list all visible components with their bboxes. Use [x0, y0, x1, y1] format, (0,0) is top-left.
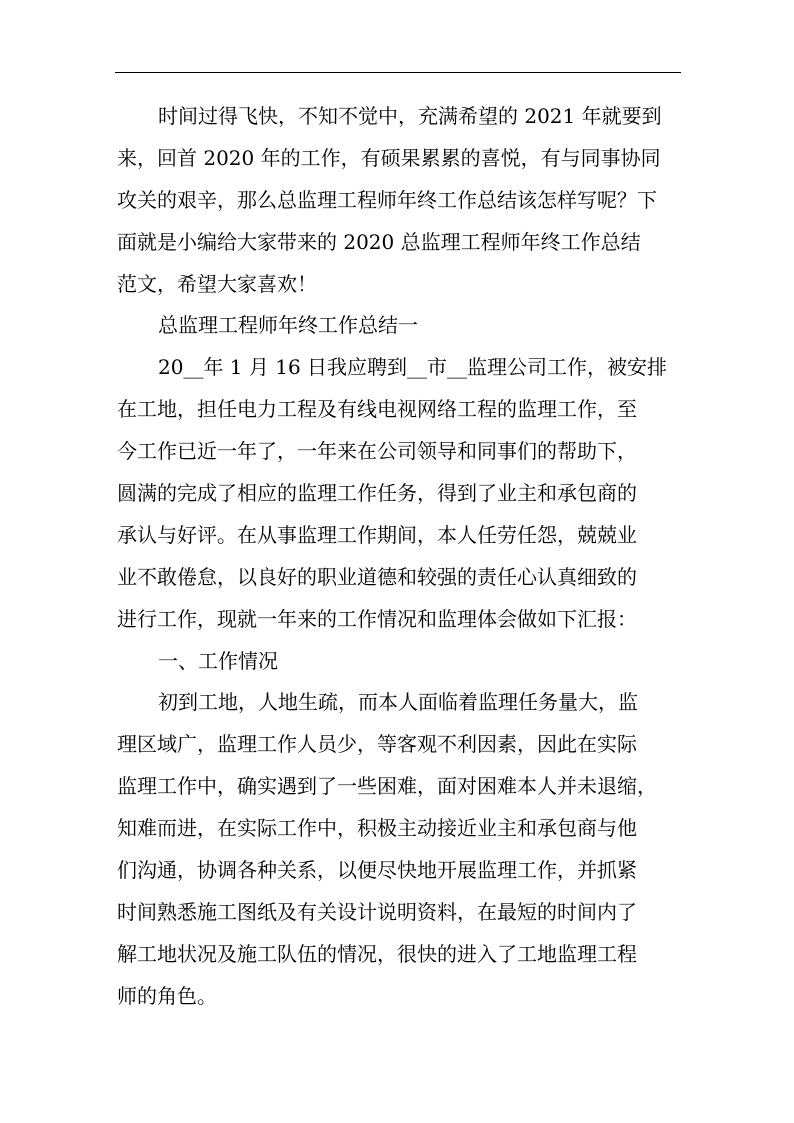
paragraph-body-line: 承认与好评。在从事监理工作期间，本人任劳任怨，兢兢业 — [117, 522, 637, 547]
paragraph-work-line: 师的角色。 — [117, 983, 217, 1008]
subsection-heading: 一、工作情况 — [158, 648, 278, 673]
paragraph-work-line: 时间熟悉施工图纸及有关设计说明资料，在最短的时间内了 — [117, 899, 637, 924]
paragraph-work-line: 监理工作中，确实遇到了一些困难，面对困难本人并未退缩， — [117, 774, 657, 799]
paragraph-work-line: 理区域广，监理工作人员少，等客观不利因素，因此在实际 — [117, 732, 637, 757]
paragraph-intro-line: 来，回首 2020 年的工作，有硕果累累的喜悦，有与同事协同 — [117, 145, 661, 170]
paragraph-work-line: 知难而进，在实际工作中，积极主动接近业主和承包商与他 — [117, 816, 637, 841]
paragraph-intro-line: 面就是小编给大家带来的 2020 总监理工程师年终工作总结 — [117, 229, 641, 254]
section-heading: 总监理工程师年终工作总结一 — [158, 313, 418, 338]
paragraph-intro-line: 时间过得飞快，不知不觉中，充满希望的 2021 年就要到 — [158, 104, 662, 128]
paragraph-work-line: 们沟通，协调各种关系，以便尽快地开展监理工作，并抓紧 — [117, 858, 637, 883]
paragraph-work-line: 初到工地，人地生疏，而本人面临着监理任务量大，监 — [158, 690, 638, 715]
document-body — [117, 96, 679, 1018]
paragraph-body-line: 进行工作，现就一年来的工作情况和监理体会做如下汇报： — [117, 606, 637, 631]
paragraph-intro-line: 攻关的艰辛，那么总监理工程师年终工作总结该怎样写呢？下 — [117, 187, 657, 212]
paragraph-body-line: 在工地，担任电力工程及有线电视网络工程的监理工作，至 — [117, 397, 637, 422]
paragraph-intro-line: 范文，希望大家喜欢！ — [117, 271, 317, 296]
header-rule — [115, 72, 681, 73]
paragraph-body-line: 圆满的完成了相应的监理工作任务，得到了业主和承包商的 — [117, 481, 637, 506]
paragraph-work-line: 解工地状况及施工队伍的情况，很快的进入了工地监理工程 — [117, 941, 637, 966]
paragraph-body-line: 今工作已近一年了，一年来在公司领导和同事们的帮助下， — [117, 439, 637, 464]
paragraph-body-line: 20__年 1 月 16 日我应聘到__市__监理公司工作，被安排 — [158, 355, 668, 380]
paragraph-body-line: 业不敢倦怠，以良好的职业道德和较强的责任心认真细致的 — [117, 564, 637, 589]
